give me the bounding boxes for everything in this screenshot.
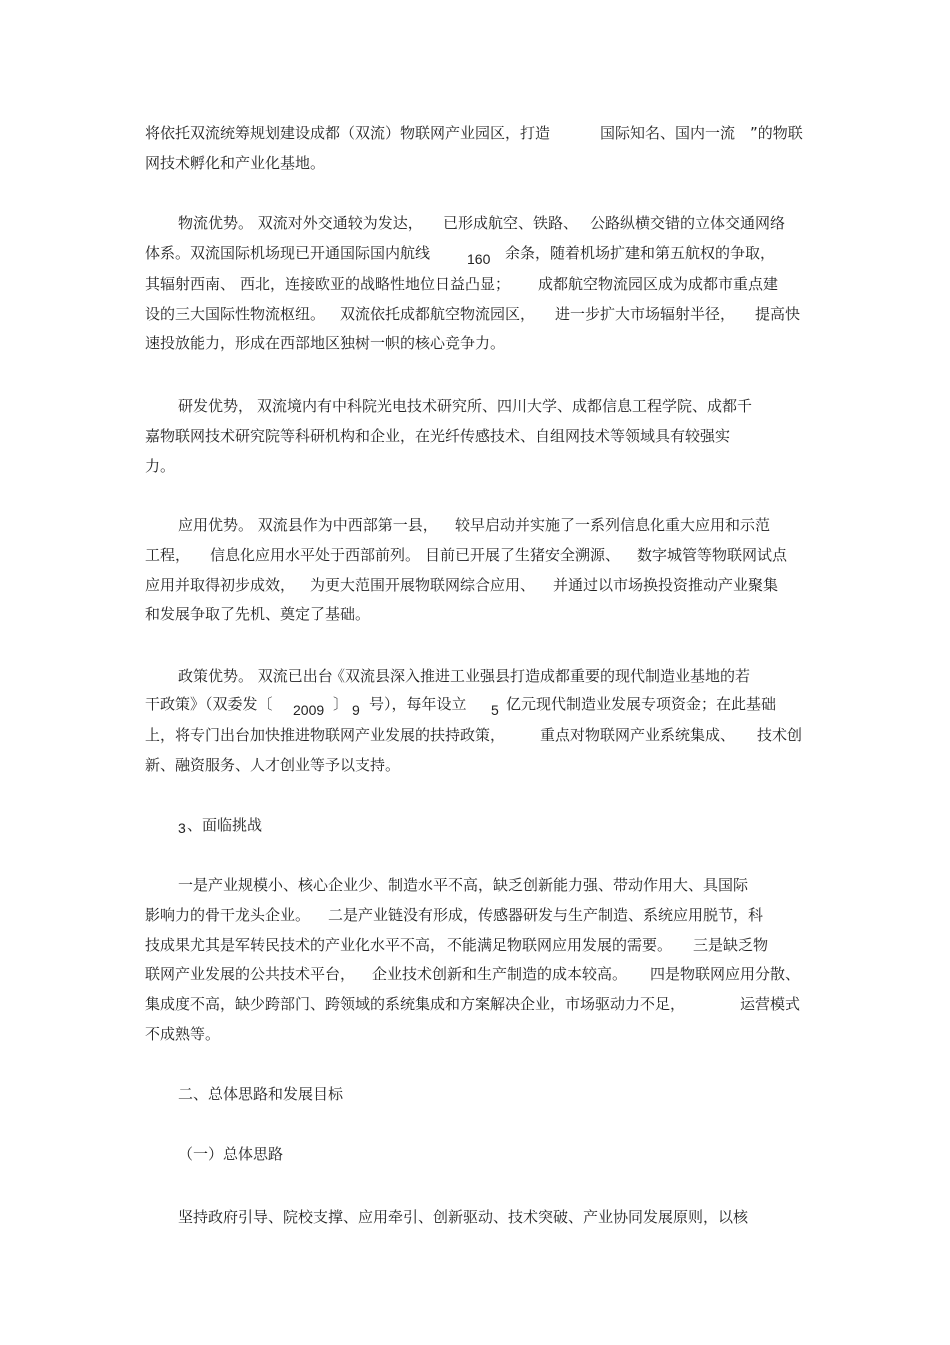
text-segment: 双流依托成都航空物流园区， bbox=[340, 305, 536, 323]
text-segment: 双流境内有中科院光电技术研究所、四川大学、成都信息工程学院、成都千 bbox=[257, 397, 753, 415]
text-segment: 企业技术创新和生产制造的成本较高。 bbox=[372, 965, 628, 983]
text-segment: 干政策》（双委发〔 bbox=[145, 695, 273, 713]
text-segment: 三是缺乏物 bbox=[693, 936, 769, 954]
text-segment: 政策优势。 双流已出台 bbox=[178, 667, 333, 685]
text-segment: 重点对物联网产业系统集成、 bbox=[540, 726, 736, 744]
text-segment: 成都航空物流园区成为成都市重点建 bbox=[538, 275, 779, 293]
text-segment: 不能满足物联网应用发展的需要。 bbox=[447, 936, 673, 954]
text-segment: 提高快 bbox=[755, 305, 801, 323]
heading-number: 3 bbox=[178, 820, 186, 836]
text-segment: 将依托双流统筹规划建设成都（双流）物联网产业园区，打造 bbox=[145, 124, 551, 142]
text-segment: ”的物联 bbox=[750, 124, 803, 142]
text-segment: 一是产业规模小、核心企业少、制造水平不高，缺乏创新能力强、带动作用大、具国际 bbox=[178, 876, 749, 894]
text-segment: 二是产业链没有形成，传感器研发与生产制造、系统应用脱节，科 bbox=[328, 906, 764, 924]
text-segment: 上，将专门出台加快推进物联网产业发展的扶持政策， bbox=[145, 726, 506, 744]
text-segment: 工程， bbox=[145, 546, 191, 564]
text-segment: 网技术孵化和产业化基地。 bbox=[145, 154, 326, 172]
heading-text: 、面临挑战 bbox=[187, 816, 263, 834]
text-segment: 公路纵横交错的立体交通网络 bbox=[590, 214, 786, 232]
text-segment: 目前已开展了生猪安全溯源、 bbox=[425, 546, 621, 564]
text-segment: 嘉物联网技术研究院等科研机构和企业，在光纤传感技术、自组网技术等领域具有较强实 bbox=[145, 427, 731, 445]
text-segment: 技术创 bbox=[757, 726, 803, 744]
text-segment: 9 bbox=[352, 702, 360, 718]
text-segment: 新、融资服务、人才创业等予以支持。 bbox=[145, 756, 401, 774]
text-segment: 影响力的骨干龙头企业。 bbox=[145, 906, 311, 924]
text-segment: 较早启动并实施了一系列信息化重大应用和示范 bbox=[455, 516, 771, 534]
text-segment: 亿元现代制造业发展专项资金；在此基础 bbox=[506, 695, 777, 713]
text-segment: 运营模式 bbox=[740, 995, 801, 1013]
text-segment: 进一步扩大市场辐射半径， bbox=[555, 305, 736, 323]
text-segment: 和发展争取了先机、奠定了基础。 bbox=[145, 605, 371, 623]
text-segment: 应用优势。 双流县作为中西部第一县， bbox=[178, 516, 438, 534]
text-segment: 坚持政府引导、院校支撑、应用牵引、创新驱动、技术突破、产业协同发展原则，以核 bbox=[178, 1208, 749, 1226]
text-segment: 为更大范围开展物联网综合应用、 bbox=[310, 576, 536, 594]
text-segment: 其辐射西南、 bbox=[145, 275, 236, 293]
heading-text: （一）总体思路 bbox=[178, 1145, 284, 1163]
text-segment: 并通过以市场换投资推动产业聚集 bbox=[553, 576, 779, 594]
text-segment: 〕 bbox=[333, 695, 349, 713]
text-segment: 研发优势， bbox=[178, 397, 254, 415]
text-segment: 设的三大国际性物流枢纽。 bbox=[145, 305, 326, 323]
text-segment: 联网产业发展的公共技术平台， bbox=[145, 965, 356, 983]
text-segment: 速投放能力，形成在西部地区独树一帜的核心竞争力。 bbox=[145, 334, 506, 352]
heading-text: 二、总体思路和发展目标 bbox=[178, 1085, 344, 1103]
text-segment: 已形成航空、铁路、 bbox=[443, 214, 579, 232]
text-segment: 力。 bbox=[145, 457, 176, 475]
text-segment: 体系。双流国际机场现已开通国际国内航线 bbox=[145, 244, 431, 262]
text-segment: 不成熟等。 bbox=[145, 1025, 221, 1043]
text-segment: 2009 bbox=[293, 702, 325, 718]
text-segment: 《双流县深入推进工业强县打造成都重要的现代制造业基地的若 bbox=[330, 667, 751, 685]
text-segment: 西北，连接欧亚的战略性地位日益凸显； bbox=[240, 275, 511, 293]
text-segment: 余条，随着机场扩建和第五航权的争取， bbox=[505, 244, 776, 262]
text-segment: 技成果尤其是军转民技术的产业化水平不高， bbox=[145, 936, 446, 954]
text-segment: 号），每年设立 bbox=[369, 695, 467, 713]
text-segment: 国际知名、国内一流 bbox=[600, 124, 736, 142]
text-segment: 四是物联网应用分散、 bbox=[650, 965, 801, 983]
text-segment: 物流优势。 双流对外交通较为发达， bbox=[178, 214, 423, 232]
text-segment: 160 bbox=[467, 251, 491, 267]
text-segment: 信息化应用水平处于西部前列。 bbox=[210, 546, 421, 564]
text-segment: 应用并取得初步成效， bbox=[145, 576, 296, 594]
text-segment: 5 bbox=[491, 702, 499, 718]
text-segment: 集成度不高，缺少跨部门、跨领域的系统集成和方案解决企业，市场驱动力不足， bbox=[145, 995, 686, 1013]
text-segment: 数字城管等物联网试点 bbox=[637, 546, 788, 564]
